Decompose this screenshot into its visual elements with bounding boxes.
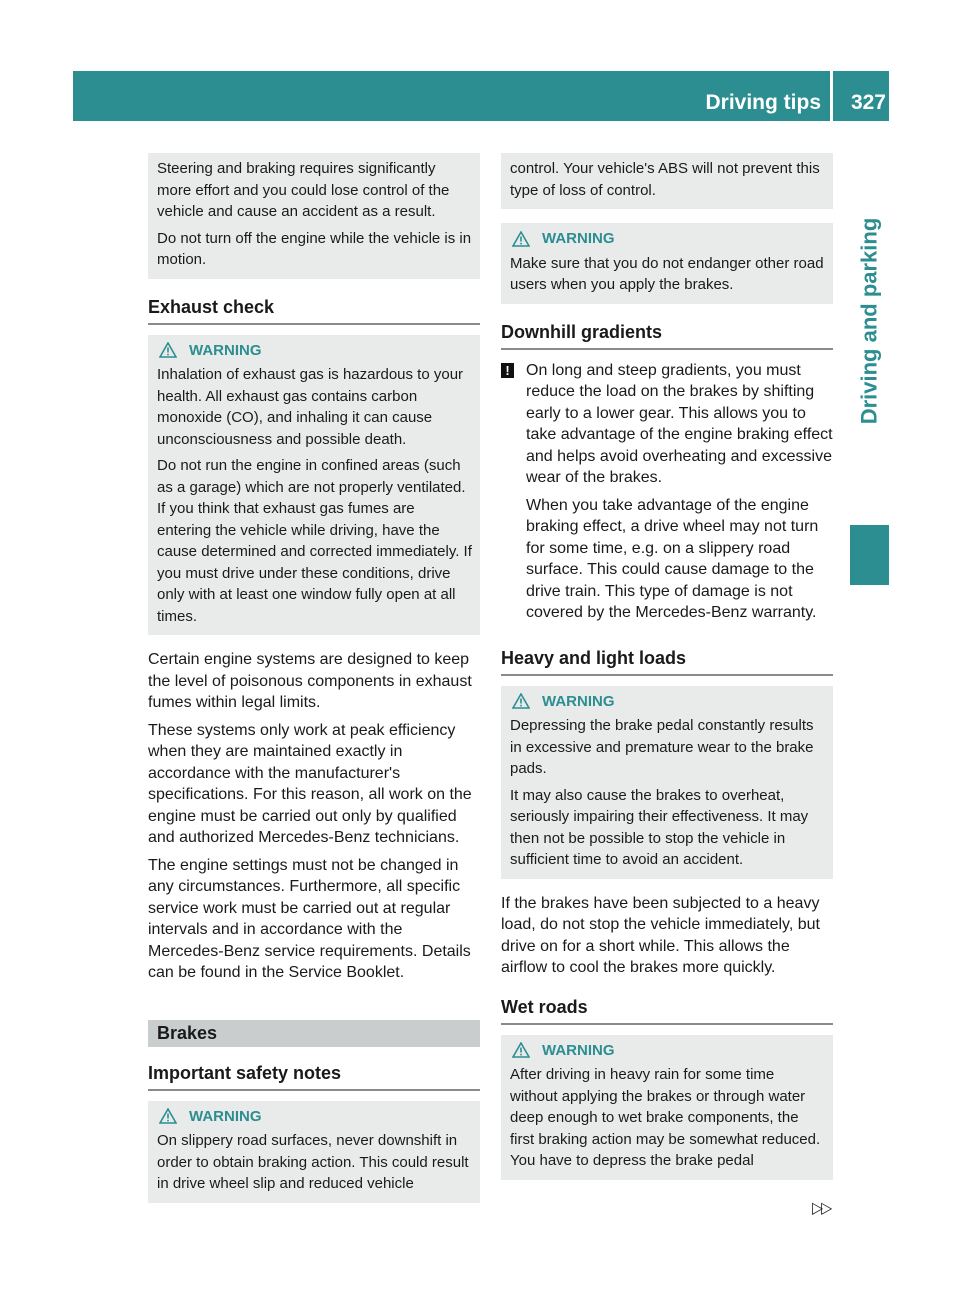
warning-label: WARNING (542, 692, 615, 710)
brake-warning (501, 223, 833, 304)
left-column (148, 153, 480, 1217)
warning-label: WARNING (189, 341, 262, 359)
note-paragraph: control. Your vehicle's ABS will not prevent this type of loss of control. (510, 160, 820, 199)
warning-triangle-icon (159, 1108, 177, 1124)
warning-continued (148, 153, 480, 279)
warning-triangle-icon (512, 231, 530, 247)
side-tab-label: Driving and parking (856, 217, 882, 425)
header-bar (73, 71, 889, 121)
section-heading-downhill: Downhill gradients (501, 322, 833, 350)
header-title: Driving tips (705, 91, 821, 114)
warning-label: WARNING (542, 230, 615, 247)
warning-label: WARNING (542, 1041, 615, 1059)
warning-header (510, 228, 825, 250)
warning-paragraph: Make sure that you do not endanger other road users when you apply the brakes. (510, 254, 824, 293)
warning-paragraph: On slippery road surfaces, never downshift in order to obtain braking action. This could result in drive wheel slip and reduced vehicle (157, 1132, 469, 1192)
notice-paragraph: On long and steep gradients, you must reduce the load on the brakes by shifting early to a lower gear. This allows you to take advantage of the engine braking effect and helps avoid overheating and excessive wear of the brakes. (526, 361, 833, 486)
warning-continued (501, 153, 833, 209)
chapter-heading-brakes: Brakes (148, 1020, 480, 1047)
page-number: 327 (850, 91, 886, 114)
note-paragraph: Steering and braking requires significantly more effort and you could lose control of the vehicle and cause an accident as a result. (157, 160, 450, 220)
warning-label: WARNING (189, 1107, 262, 1125)
warning-header (510, 1040, 825, 1062)
warning-paragraph: Depressing the brake pedal constantly results in excessive and premature wear to the brake pads. (510, 717, 814, 777)
section-heading-exhaust-check: Exhaust check (148, 297, 480, 325)
warning-header (157, 1106, 472, 1128)
warning-paragraph: Inhalation of exhaust gas is hazardous to your health. All exhaust gas contains carbon monoxide (CO), and inhaling it can cause unconsciousness and possible death. (157, 366, 464, 448)
warning-triangle-icon (512, 693, 530, 709)
continue-arrow-icon: ▷▷ (812, 1200, 831, 1217)
body-paragraph: These systems only work at peak efficiency when they are maintained exactly in accordance with the manufacturer's specifications. For this reason, all work on the engine must be carried out only by qualified and authorized Mercedes-Benz technicians. (148, 721, 472, 846)
warning-triangle-icon (159, 342, 177, 358)
exclamation-icon: ! (501, 363, 514, 378)
exhaust-warning (148, 335, 480, 636)
side-tab (850, 121, 889, 521)
warning-paragraph: After driving in heavy rain for some time without applying the brakes or through water deep enough to wet brake components, the first braking action may be somewhat reduced. You have to depress the brake pedal (510, 1066, 821, 1169)
side-tab-block (850, 525, 889, 585)
warning-paragraph: Do not run the engine in confined areas (such as a garage) which are not properly ventilated. If you think that exhaust gas fumes are entering the vehicle while driving, have the cause determined and corrected immediately. If you must drive under these conditions, drive only with at least one window fully open at all times. (157, 457, 472, 625)
safety-warning (148, 1101, 480, 1203)
body-paragraph: Certain engine systems are designed to keep the level of poisonous components in exhaust fumes within legal limits. (148, 651, 472, 711)
loads-warning (501, 686, 833, 879)
section-heading-safety-notes: Important safety notes (148, 1063, 480, 1091)
body-paragraph: The engine settings must not be changed in any circumstances. Furthermore, all specific service work must be carried out at regular intervals and in accordance with the Mercedes-Benz service requirements. Details can be found in the Service Booklet. (148, 856, 471, 981)
warning-header (157, 340, 472, 362)
warning-triangle-icon (512, 1042, 530, 1058)
warning-paragraph: It may also cause the brakes to overheat, seriously impairing their effectiveness. It may then not be possible to stop the vehicle in sufficient time to avoid an accident. (510, 786, 809, 868)
warning-header (510, 691, 825, 713)
notice-paragraph: When you take advantage of the engine braking effect, a drive wheel may not turn for some time, e.g. on a slippery road surface. This could cause damage to the drive train. This type of damage is not covered by the Mercedes-Benz warranty. (526, 496, 819, 621)
body-paragraph: If the brakes have been subjected to a heavy load, do not stop the vehicle immediately, but drive on for a short while. This allows the airflow to cool the brakes more quickly. (501, 894, 820, 976)
section-heading-wet-roads: Wet roads (501, 997, 833, 1025)
downhill-notice (501, 360, 833, 630)
wet-warning (501, 1035, 833, 1180)
right-column (501, 153, 833, 1194)
header-separator (830, 71, 833, 121)
note-paragraph: Do not turn off the engine while the vehicle is in motion. (157, 229, 472, 268)
section-heading-loads: Heavy and light loads (501, 648, 833, 676)
